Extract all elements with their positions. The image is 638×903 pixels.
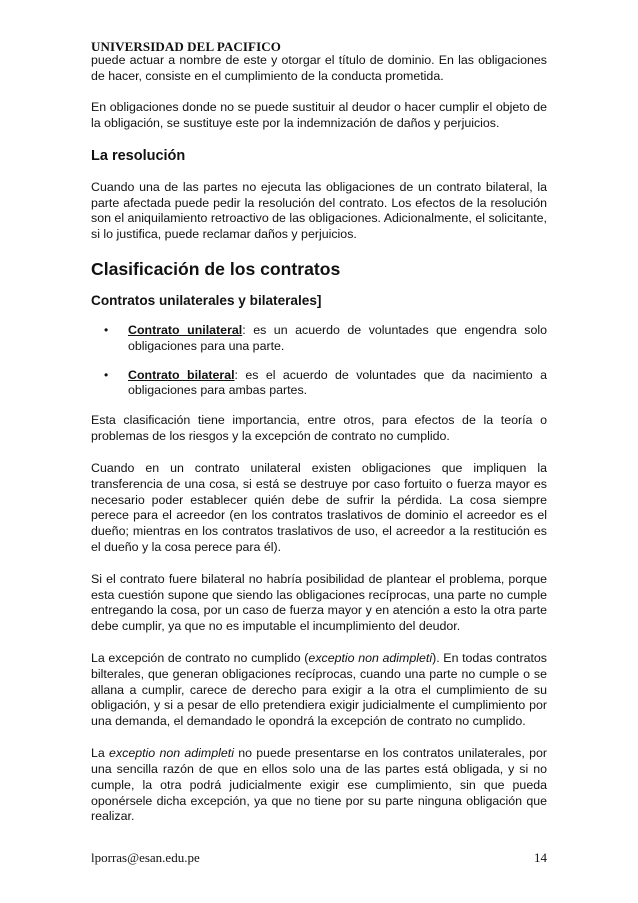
list-item: [91, 368, 547, 400]
paragraph-4: Esta clasificación tiene importancia, entre otros, para efectos de la teoría o problemas de los riesgos y la excepción de contrato no cumplido.: [91, 413, 547, 444]
definition-bilateral: : es el acuerdo de voluntades que da nacimiento a obligaciones para ambas partes.: [128, 367, 547, 398]
paragraph-7: [91, 651, 547, 731]
paragraph-5: Cuando en un contrato unilateral existen obligaciones que impliquen la transferencia de una cosa, si está se destruye por caso fortuito o fuerza mayor es necesario poder establecer quién debe de sufrir la pérdida. La cosa siempre perece para el acreedor (en los contratos traslativos de dominio el acreedor es el dueño; mientras en los contratos traslativos de uso, el acreedor a la restitución es el dueño y la cosa perece para él).: [91, 460, 547, 555]
heading-clasificacion: Clasificación de los contratos: [91, 258, 341, 279]
paragraph-7-start: La excepción de contrato no cumplido (: [91, 650, 309, 665]
document-body: [91, 53, 547, 841]
heading-unilaterales: Contratos unilaterales y bilaterales]: [91, 292, 322, 308]
term-bilateral: Contrato bilateral: [128, 367, 235, 382]
paragraph-1: puede actuar a nombre de este y otorgar el título de dominio. En las obligaciones de hacer, consiste en el cumplimiento de la conducta prometida.: [91, 53, 547, 83]
paragraph-8-end: no puede presentarse en los contratos unilaterales, por una sencilla razón de que en ellos solo una de las partes está obligada, y si no cumple, la otra podrá judicialmente exigir ese cumplimiento, sin que pueda oponérsele dicha excepción, ya que no tiene por su parte ninguna obligación que realizar.: [91, 745, 547, 824]
paragraph-8: [91, 746, 547, 826]
latin-term: exceptio non adimpleti: [308, 650, 433, 665]
definition-unilateral: : es un acuerdo de voluntades que engendra solo obligaciones para una parte.: [128, 322, 547, 353]
contract-types-list: [91, 323, 547, 400]
latin-term: exceptio non adimpleti: [109, 745, 234, 760]
page-number: 14: [534, 850, 547, 865]
heading-resolucion: La resolución: [91, 147, 186, 164]
paragraph-2: En obligaciones donde no se puede sustituir al deudor o hacer cumplir el objeto de la obligación, se sustituye este por la indemnización de daños y perjuicios.: [91, 100, 547, 131]
footer-email: lporras@esan.edu.pe: [91, 850, 200, 865]
paragraph-7-end: ). En todas contratos bilterales, que generan obligaciones recíprocas, cuando una parte no cumple o se allana a cumplir, carece de derecho para exigir a la otra el cumplimiento de su obligación, y si a pesar de ello pretendiera exigir judicialmente el cumplimiento por una demanda, el demandado le opondrá la excepción de contrato no cumplido.: [91, 650, 548, 729]
paragraph-8-start: La: [91, 745, 110, 760]
paragraph-6: Si el contrato fuere bilateral no habría posibilidad de plantear el problema, porque esta cuestión supone que siendo las obligaciones recíprocas, una parte no cumple entregando la cosa, por un caso de fuerza mayor y en atención a esto la otra parte debe cumplir, ya que no es imputable el incumplimiento del deudor.: [91, 571, 547, 634]
list-item: [91, 323, 547, 355]
bullet-icon: •: [104, 322, 109, 337]
paragraph-3: Cuando una de las partes no ejecuta las obligaciones de un contrato bilateral, la parte afectada puede pedir la resolución del contrato. Los efectos de la resolución son el aniquilamiento retroactivo de las obligaciones. Adicionalmente, el solicitante, si lo justifica, puede reclamar daños y perjuicios.: [91, 179, 547, 242]
bullet-icon: •: [104, 367, 109, 382]
header-university: UNIVERSIDAD DEL PACIFICO: [91, 39, 281, 54]
term-unilateral: Contrato unilateral: [128, 322, 243, 337]
